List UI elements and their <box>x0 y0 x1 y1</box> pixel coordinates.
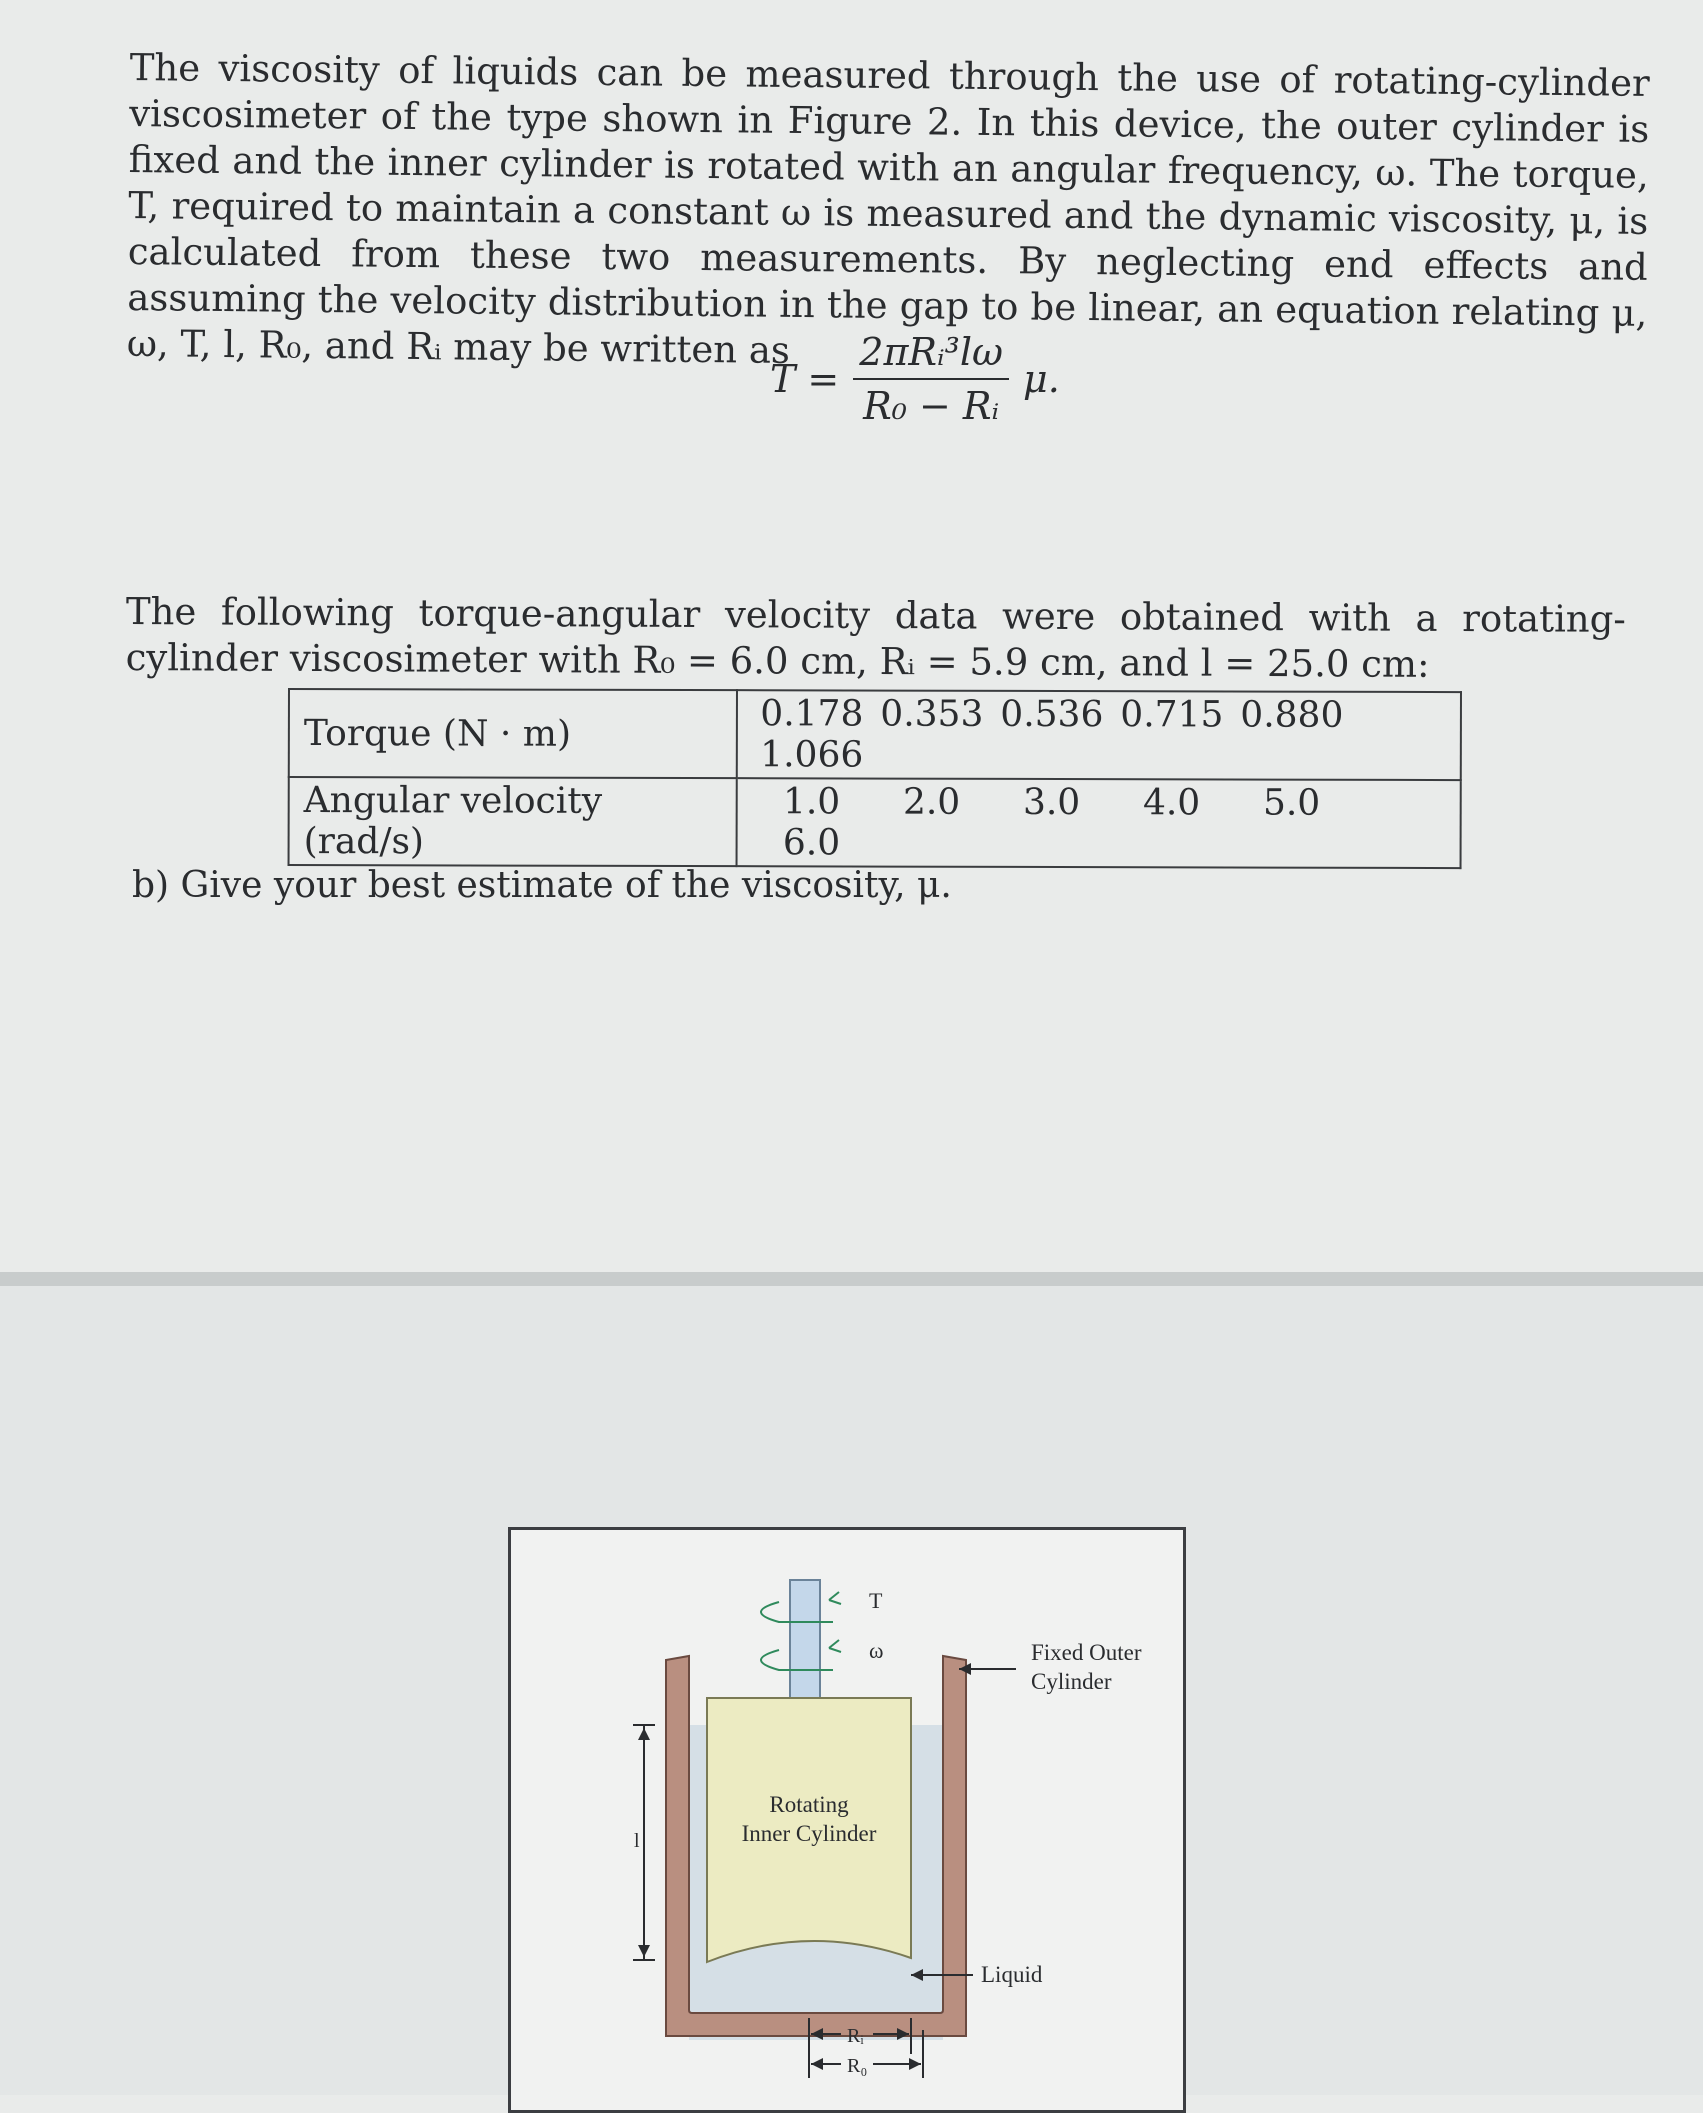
ro-label: R₀ <box>847 2055 868 2077</box>
viscometer-figure <box>508 1527 1186 2113</box>
inner-label-line1: Rotating <box>769 1792 849 1817</box>
table-value: 6.0 <box>782 822 841 864</box>
torque-values-cell <box>737 690 1461 780</box>
table-value: 4.0 <box>1142 782 1201 824</box>
equation-numerator: 2πRᵢ³lω <box>853 330 1009 380</box>
shaft <box>790 1580 820 1700</box>
intro-paragraph: The viscosity of liquids can be measured through the use of rotating-cylinder viscosimeter of the type shown in Figure 2. In this device, the outer cylinder is fixed and the inner cylinder is rotated with an angular frequency, ω. The torque, T, required to maintain a constant ω is measured and the dynamic viscosity, μ, is calculated from these two measurements. By neglecting end effects and assuming the velocity distribution in the gap to be linear, an equation relating μ, ω, T, l, R₀, and Rᵢ may be written as <box>126 45 1650 372</box>
table-value: 1.0 <box>782 781 841 823</box>
length-top-arrowhead <box>638 1728 650 1740</box>
outer-label-line2: Cylinder <box>1031 1669 1112 1694</box>
ro-right-arrowhead <box>909 2058 921 2070</box>
table-value: 0.353 <box>880 693 984 735</box>
table-value: 5.0 <box>1262 782 1321 824</box>
table-value: 3.0 <box>1022 781 1081 824</box>
velocity-label-cell: Angular velocity (rad/s) <box>289 777 737 866</box>
table-value: 0.715 <box>1120 694 1224 736</box>
equation-denominator: R₀ − Rᵢ <box>863 384 1000 428</box>
section-divider <box>0 1272 1703 1286</box>
torque-label: T <box>869 1588 883 1613</box>
velocity-values-cell <box>736 778 1460 868</box>
torque-arrowhead <box>829 1592 841 1604</box>
data-intro-paragraph: The following torque-angular velocity data were obtained with a rotating-cylinder viscosimeter with R₀ = 6.0 cm, Rᵢ = 5.9 cm, and l = 25.0 cm: <box>125 590 1626 686</box>
equation-suffix: μ. <box>1023 357 1060 401</box>
ro-left-arrowhead <box>811 2058 823 2070</box>
length-label: l <box>634 1830 640 1852</box>
table-row <box>289 777 1461 868</box>
torque-label-cell: Torque (N · m) <box>289 689 737 778</box>
omega-arrowhead <box>829 1640 841 1652</box>
length-bottom-arrowhead <box>638 1945 650 1957</box>
table-value: 0.536 <box>1000 693 1104 736</box>
torque-velocity-table <box>288 688 1462 869</box>
table-value: 0.880 <box>1240 694 1344 736</box>
viscometer-diagram <box>511 1530 1183 2110</box>
omega-label: ω <box>869 1638 884 1663</box>
torque-equation <box>770 330 1060 428</box>
table-row <box>289 689 1461 780</box>
outer-label-line1: Fixed Outer <box>1031 1640 1142 1665</box>
table-value: 1.066 <box>760 734 864 776</box>
table-value: 2.0 <box>902 781 961 823</box>
table-value: 0.178 <box>760 693 864 735</box>
equation-lhs: T = <box>770 357 840 401</box>
liquid-label: Liquid <box>981 1962 1043 1987</box>
ri-label: Rᵢ <box>847 2025 864 2047</box>
question-b: b) Give your best estimate of the viscosity, μ. <box>132 865 952 906</box>
equation-fraction <box>853 330 1009 428</box>
inner-label-line2: Inner Cylinder <box>741 1821 877 1846</box>
